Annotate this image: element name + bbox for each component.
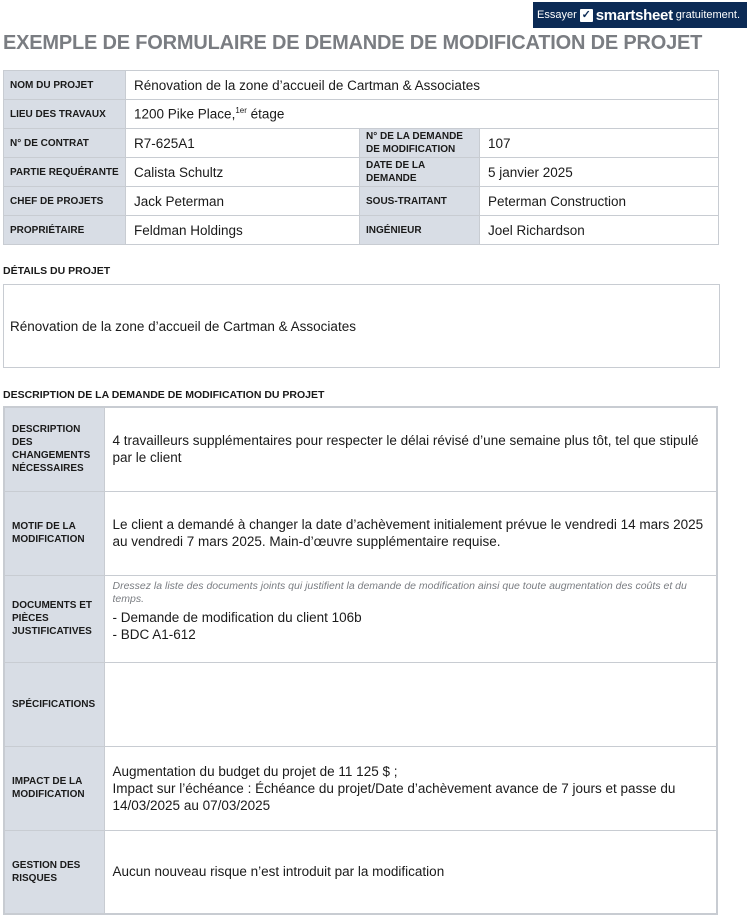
changes-text: 4 travailleurs supplémentaires pour respecter le délai révisé d’une semaine plus tôt, tel que stipulé par le client [112,433,699,466]
documents-line-1: - Demande de modification du client 106b [112,609,362,625]
impact-field[interactable] [104,746,717,830]
reason-label: MOTIF DE LA MODIFICATION [4,491,104,575]
date-label: DATE DE LA DEMANDE [360,158,480,187]
page-title: EXEMPLE DE FORMULAIRE DE DEMANDE DE MODIFICATION DE PROJET [3,32,703,54]
documents-label: DOCUMENTS ET PIÈCES JUSTIFICATIVES [4,575,104,662]
banner-try-text: Essayer [537,9,577,21]
specifications-field[interactable] [104,662,717,746]
reason-field[interactable] [104,491,717,575]
changes-label: DESCRIPTION DES CHANGEMENTS NÉCESSAIRES [4,407,104,491]
site-rest: étage [246,106,285,122]
smartsheet-trial-banner[interactable] [533,2,747,28]
documents-field[interactable] [104,575,717,662]
project-name-field[interactable]: Rénovation de la zone d’accueil de Cartman & Associates [126,71,719,100]
requester-field[interactable]: Calista Schultz [126,158,360,187]
changes-field[interactable] [104,407,717,491]
site-sup: 1er [235,106,247,116]
contract-field[interactable]: R7-625A1 [126,129,360,158]
contract-label: N° DE CONTRAT [4,129,126,158]
site-label: LIEU DES TRAVAUX [4,100,126,129]
project-name-label: NOM DU PROJET [4,71,126,100]
details-heading: DÉTAILS DU PROJET [3,265,111,277]
risk-text: Aucun nouveau risque n’est introduit par la modification [112,864,445,880]
risk-label: GESTION DES RISQUES [4,830,104,914]
checkmark-icon: ✓ [581,8,591,21]
reason-text: Le client a demandé à changer la date d’achèvement initialement prévue le vendredi 14 mars 2025 au vendredi 7 mars 2025. Main-d’œuvre supplémentaire requise. [112,517,704,549]
subcontractor-field[interactable]: Peterman Construction [480,187,719,216]
details-field[interactable] [3,284,720,368]
documents-hint: Dressez la liste des documents joints qui justifient la demande de modification ainsi que toute augmentation des coûts et du temps. [112,579,687,605]
specifications-label: SPÉCIFICATIONS [4,662,104,746]
subcontractor-label: SOUS-TRAITANT [360,187,480,216]
change-description-table [3,406,718,915]
date-field[interactable]: 5 janvier 2025 [480,158,719,187]
request-no-label: N° DE LA DEMANDE DE MODIFICATION [360,129,480,158]
details-text: Rénovation de la zone d’accueil de Cartman & Associates [10,318,356,334]
project-info-table [3,70,719,245]
owner-field[interactable]: Feldman Holdings [126,216,360,245]
engineer-field[interactable]: Joel Richardson [480,216,719,245]
requester-label: PARTIE REQUÉRANTE [4,158,126,187]
impact-line-1: Augmentation du budget du projet de 11 125 $ ; [112,763,398,779]
smartsheet-logo: smartsheet [595,6,673,24]
impact-label: IMPACT DE LA MODIFICATION [4,746,104,830]
manager-label: CHEF DE PROJETS [4,187,126,216]
description-heading: DESCRIPTION DE LA DEMANDE DE MODIFICATION DU PROJET [3,389,325,401]
manager-field[interactable]: Jack Peterman [126,187,360,216]
engineer-label: INGÉNIEUR [360,216,480,245]
impact-line-2: Impact sur l’échéance : Échéance du projet/Date d’achèvement avance de 7 jours et passe du 14/03/2025 au 07/03/2025 [112,780,676,813]
request-no-field[interactable]: 107 [480,129,719,158]
risk-field[interactable] [104,830,717,914]
banner-free-text: gratuitement. [675,9,740,21]
documents-line-2: - BDC A1-612 [112,626,196,642]
site-main: 1200 Pike Place, [134,106,236,122]
site-field[interactable] [126,100,719,129]
owner-label: PROPRIÉTAIRE [4,216,126,245]
